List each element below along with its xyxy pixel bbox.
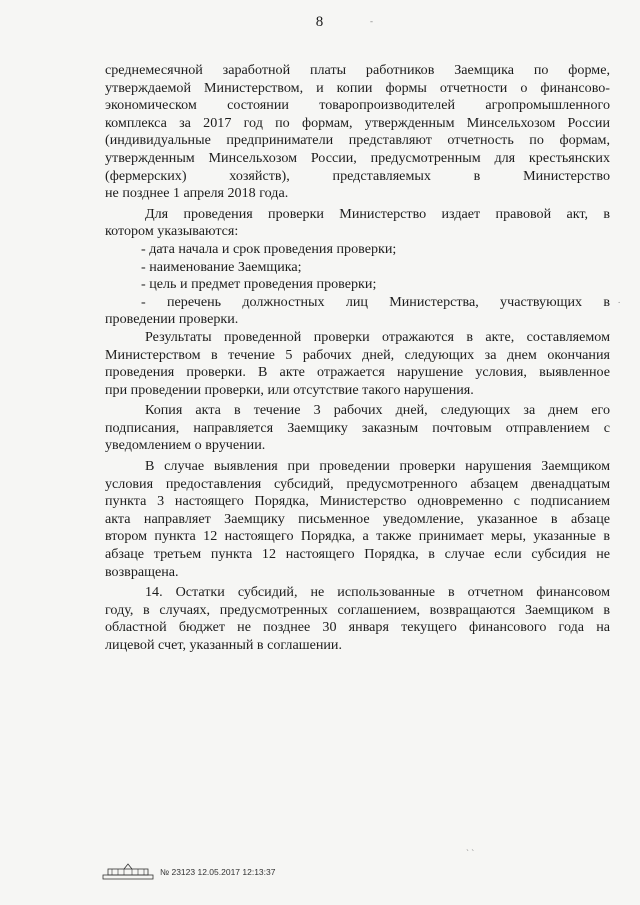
text-line: (индивидуальные предприниматели представляют отчетность по формам, xyxy=(105,132,610,149)
paragraph-violation xyxy=(105,458,610,581)
paragraph-inspection-results xyxy=(105,329,610,399)
scan-speck: ˋ ˋ xyxy=(466,848,475,858)
text-line: проведении проверки. xyxy=(105,311,239,328)
text-line: акта направляет Заемщику письменное уведомление, указанное в абзаце xyxy=(105,510,610,527)
text-line: при проведении проверки, или отсутствие такого нарушения. xyxy=(105,381,474,398)
page-number: 8 xyxy=(315,14,325,30)
text-line: утвержденным Минсельхозом России, предусмотренным для крестьянских xyxy=(105,149,610,166)
text-line: 14. Остатки субсидий, не использованные в отчетном финансовом xyxy=(145,584,610,601)
text-line: Копия акта в течение 3 рабочих дней, следующих за днем его xyxy=(145,402,610,419)
text-line: экономическом состоянии товаропроизводителей агропромышленного xyxy=(105,97,610,114)
paragraph-inspection-act xyxy=(105,206,610,329)
text-line: комплекса за 2017 год по формам, утвержденным Минсельхозом России xyxy=(105,114,610,131)
paragraph-act-copy xyxy=(105,402,610,455)
registration-number: № 23123 12.05.2017 12:13:37 xyxy=(160,867,276,877)
text-line: Результаты проведенной проверки отражаются в акте, составляемом xyxy=(145,328,610,345)
text-line: котором указываются: xyxy=(105,223,239,240)
text-line: проведения проверки. В акте отражается нарушение условия, выявленное xyxy=(105,364,610,381)
text-line: утверждаемой Министерством, и копии формы отчетности о финансово- xyxy=(105,79,610,96)
text-line: Для проведения проверки Министерство издает правовой акт, в xyxy=(145,205,610,222)
text-line: Министерством в течение 5 рабочих дней, следующих за днем окончания xyxy=(105,346,610,363)
text-line: областной бюджет не позднее 30 января текущего финансового года на xyxy=(105,619,610,636)
text-line: уведомлением о вручении. xyxy=(105,437,266,454)
list-item: - перечень должностных лиц Министерства, участвующих в xyxy=(141,293,610,310)
emblem-icon xyxy=(102,863,154,881)
list-item: - дата начала и срок проведения проверки; xyxy=(141,240,397,257)
text-line: лицевой счет, указанный в соглашении. xyxy=(105,637,342,653)
paragraph-14-remainders xyxy=(105,584,610,654)
scan-speck: - xyxy=(370,16,373,26)
document-body xyxy=(105,62,610,655)
text-line: пункта 3 настоящего Порядка, Министерство одновременно с подписанием xyxy=(105,493,610,510)
text-line: году, в случаях, предусмотренных соглашением, возвращаются Заемщиком в xyxy=(105,601,610,618)
text-line: среднемесячной заработной платы работников Заемщика по форме, xyxy=(105,62,610,78)
text-line: втором пункта 12 настоящего Порядка, а также принимает меры, указанные в xyxy=(105,528,610,545)
text-line: не позднее 1 апреля 2018 года. xyxy=(105,185,289,202)
scan-speck: . xyxy=(618,295,621,305)
text-line: возвращена. xyxy=(105,563,179,580)
list-item: - цель и предмет проведения проверки; xyxy=(141,276,377,293)
text-line: абзаце третьем пункта 12 настоящего Порядка, в случае если субсидия не xyxy=(105,546,610,563)
text-line: подписания, направляется Заемщику заказным почтовым отправлением с xyxy=(105,419,610,436)
list-item: - наименование Заемщика; xyxy=(141,258,302,275)
registration-footer xyxy=(102,862,275,882)
text-line: условия предоставления субсидий, предусмотренного абзацем двенадцатым xyxy=(105,475,610,492)
text-line: (фермерских) хозяйств), представляемых в Министерство xyxy=(105,167,610,184)
paragraph-reporting xyxy=(105,62,610,203)
text-line: В случае выявления при проведении проверки нарушения Заемщиком xyxy=(145,458,610,475)
